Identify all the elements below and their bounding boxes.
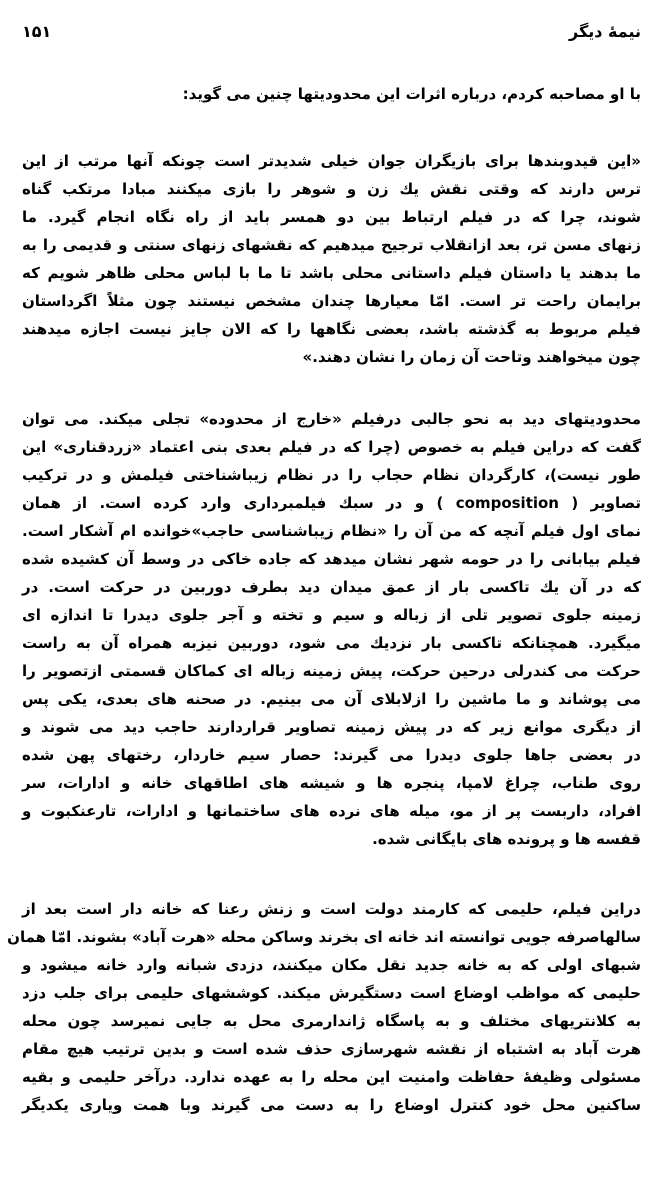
text-line: می پوشاند و ما ماشین را ازلابلای آن می بینیم. در صحنه های بعدی، یکی پس xyxy=(22,690,641,708)
text-line: روی طناب، چراغ لامپا، پنجره ها و شیشه های اطاقهای خانه و ادارات، سر xyxy=(22,774,641,792)
running-header-title: نیمهٔ دیگر xyxy=(568,22,641,41)
text-line: فیلم مربوط به گذشته باشد، بعضی نگاهها را که الان جایز نیست اجازه میدهند xyxy=(22,320,641,338)
text-line: زنهای مسن تر، بعد ازانقلاب ترجیح میدهیم که نقشهای زنهای سنتی و قدیمی را به xyxy=(22,236,641,254)
page-number: ۱۵۱ xyxy=(22,22,52,41)
text-line: تصاویر ( composition ) و در سبك فیلمبرداری وارد کرده است. از همان xyxy=(22,494,641,512)
text-line: دراین فیلم، حلیمی که کارمند دولت است و زنش رعنا که خانه دار است بعد از xyxy=(22,900,641,918)
text-line: قفسه ها و پرونده های بایگانی شده. xyxy=(372,830,641,848)
paragraph-2 xyxy=(22,405,641,853)
text-line: گفت که دراین فیلم به خصوص (چرا که در فیلم بعدی بنی اعتماد «زردقناری» این xyxy=(22,438,641,456)
text-line: شوند، چرا که در فیلم ارتباط بین دو همسر باید از راه نگاه انجام گیرد. ما xyxy=(22,208,641,226)
text-line: میگیرد. همچنانکه تاکسی بار نزدیك می شود، دوربین نیزبه همراه آن به راست xyxy=(22,634,641,652)
paragraph-1 xyxy=(22,147,641,371)
text-line: «این قیدوبندها برای بازیگران جوان خیلی شدیدتر است چونکه آنها مرتب از این xyxy=(22,152,641,170)
text-line: نمای اول فیلم آنچه که من آن را «نظام زیباشناسی حاجب»خوانده ام آشکار است. xyxy=(22,522,641,540)
text-line: به کلانتریهای مختلف و به پاسگاه ژاندارمری محل به جایی نمیرسد چون محله xyxy=(22,1012,641,1030)
text-line: فیلم بیابانی را در حومه شهر نشان میدهد که جاده خاکی در وسط آن کشیده شده xyxy=(22,550,641,568)
text-line: ما بدهند یا داستان فیلم داستانی محلی باشد تا ما با لباس محلی ظاهر شویم که xyxy=(22,264,641,282)
text-line: که در آن یك تاکسی بار از عمق میدان دید بطرف دوربین در حرکت است. در xyxy=(22,578,641,596)
text-line: از دیگری موانع زیر که در پیش زمینه تصاویر قراردارند حاجب دید می شوند و xyxy=(22,718,641,736)
text-line: حلیمی که مواظب اوضاع است دستگیرش میکند. کوششهای حلیمی برای جلب دزد xyxy=(22,984,641,1002)
text-line: هرت آباد به اشتباه از نقشه شهرسازی حذف شده است و بدین ترتیب هیچ مقام xyxy=(22,1040,641,1058)
text-line: زمینه جلوی تصویر تلی از زباله و سیم و تخته و آجر جلوی دیدرا تا اندازه ای xyxy=(22,606,641,624)
text-line: شبهای اولی که به خانه جدید نقل مکان میکنند، دزدی شبانه وارد خانه میشود و xyxy=(22,956,641,974)
text-line: افراد، داربست پر از مو، میله های نرده های ساختمانها و ادارات، تارعنکبوت و xyxy=(22,802,641,820)
text-line: مسئولی وظیفهٔ حفاظت وامنیت این محله را به عهده ندارد. درآخر حلیمی و بقیه xyxy=(22,1068,641,1086)
text-line: ساکنین محل خود کنترل اوضاع را به دست می گیرند وبا همت ویاری یکدیگر xyxy=(22,1096,641,1114)
text-line: برایمان راحت تر است. امّا معیارها چندان مشخص نیستند چون مثلاً اگرداستان xyxy=(22,292,641,310)
text-line: در بعضی جاها جلوی دیدرا می گیرند: حصار سیم خاردار، رختهای پهن شده xyxy=(22,746,641,764)
intro-line: با او مصاحبه کردم، درباره اثرات این محدودیتها چنین می گوید: xyxy=(182,85,641,103)
text-line: چون میخواهند وتاحت آن زمان را نشان دهند.» xyxy=(302,348,641,366)
text-line: حرکت می کندرلی درحین حرکت، پیش زمینه زباله ای کماکان قسمتی ازتصویر را xyxy=(22,662,641,680)
text-line: سالهاصرفه جویی توانسته اند خانه ای بخرند وساکن محله «هرت آباد» بشوند. امّا همان xyxy=(7,928,641,946)
paragraph-3 xyxy=(7,895,641,1119)
text-line: طور نیست)، کارگردان نظام حجاب را در نظام زیباشناختی فیلمش و در ترکیب xyxy=(22,466,641,484)
text-line: محدودیتهای دید به نحو جالبی درفیلم «خارج از محدوده» تجلی میکند. می توان xyxy=(22,410,641,428)
text-line: ترس دارند که وقتی نقش یك زن و شوهر را بازی میکنند مبادا مرتکب گناه xyxy=(22,180,641,198)
